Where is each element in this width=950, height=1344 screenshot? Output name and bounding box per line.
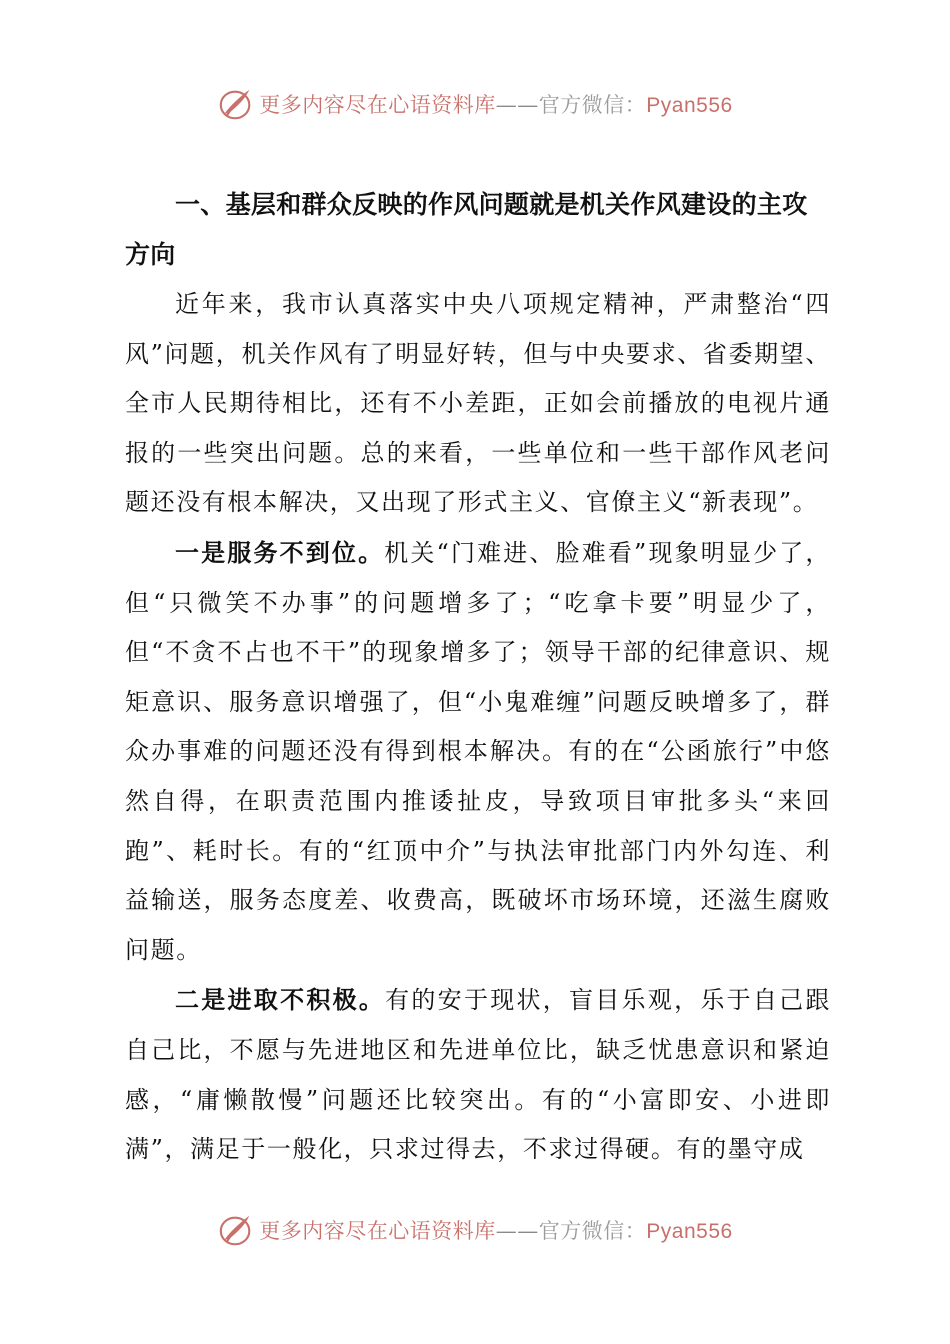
banner-main-text: 更多内容尽在心语资料库 bbox=[259, 1219, 496, 1243]
banner-wechat-id: Pyan556 bbox=[646, 94, 733, 117]
footer-banner-text bbox=[259, 1215, 732, 1245]
paragraph-3-lead: 二是进取不积极。 bbox=[175, 985, 386, 1015]
section-heading: 一、基层和群众反映的作风问题就是机关作风建设的主攻方向 bbox=[125, 190, 808, 269]
paragraph-2-text: 机关“门难进、脸难看”现象明显少了，但“只微笑不办事”的问题增多了；“吃拿卡要”明显少了，但“不贪不占也不干”的现象增多了；领导干部的纪律意识、规矩意识、服务意识增强了，但“小鬼难缠”问题反映增多了，群众办事难的问题还没有得到根本解决。有的在“公函旅行”中悠然自得，在职责范围内推诿扯皮，导致项目审批多头“来回跑”、耗时长。有的“红顶中介”与执法审批部门内外勾连、利益输送，服务态度差、收费高，既破坏市场环境，还滋生腐败问题。 bbox=[125, 538, 831, 964]
paragraph-3-text: 有的安于现状，盲目乐观，乐于自己跟自己比，不愿与先进地区和先进单位比，缺乏忧患意识和紧迫感，“庸懒散慢”问题还比较突出。有的“小富即安、小进即满”，满足于一般化，只求过得去，不求过得硬。有的墨守成 bbox=[125, 986, 831, 1164]
header-banner bbox=[0, 82, 950, 126]
paragraph-3 bbox=[125, 975, 831, 1174]
footer-banner bbox=[0, 1208, 950, 1252]
banner-dash: —— bbox=[495, 93, 539, 117]
banner-main-text: 更多内容尽在心语资料库 bbox=[259, 93, 496, 117]
quill-pen-logo-icon bbox=[217, 85, 255, 123]
banner-wechat-id: Pyan556 bbox=[646, 1220, 733, 1243]
header-banner-text bbox=[259, 89, 732, 119]
paragraph-2-lead: 一是服务不到位。 bbox=[175, 537, 385, 567]
document-body bbox=[125, 180, 831, 1175]
banner-wechat-label: 官方微信： bbox=[538, 1219, 647, 1243]
banner-wechat-label: 官方微信： bbox=[538, 93, 647, 117]
paragraph-1 bbox=[125, 280, 831, 528]
paragraph-2 bbox=[125, 528, 831, 975]
quill-pen-logo-icon bbox=[217, 1211, 255, 1249]
banner-dash: —— bbox=[495, 1219, 539, 1243]
paragraph-1-text: 近年来，我市认真落实中央八项规定精神，严肃整治“四风”问题，机关作风有了明显好转，但与中央要求、省委期望、全市人民期待相比，还有不小差距，正如会前播放的电视片通报的一些突出问题。总的来看，一些单位和一些干部作风老问题还没有根本解决，又出现了形式主义、官僚主义“新表现”。 bbox=[125, 290, 831, 517]
